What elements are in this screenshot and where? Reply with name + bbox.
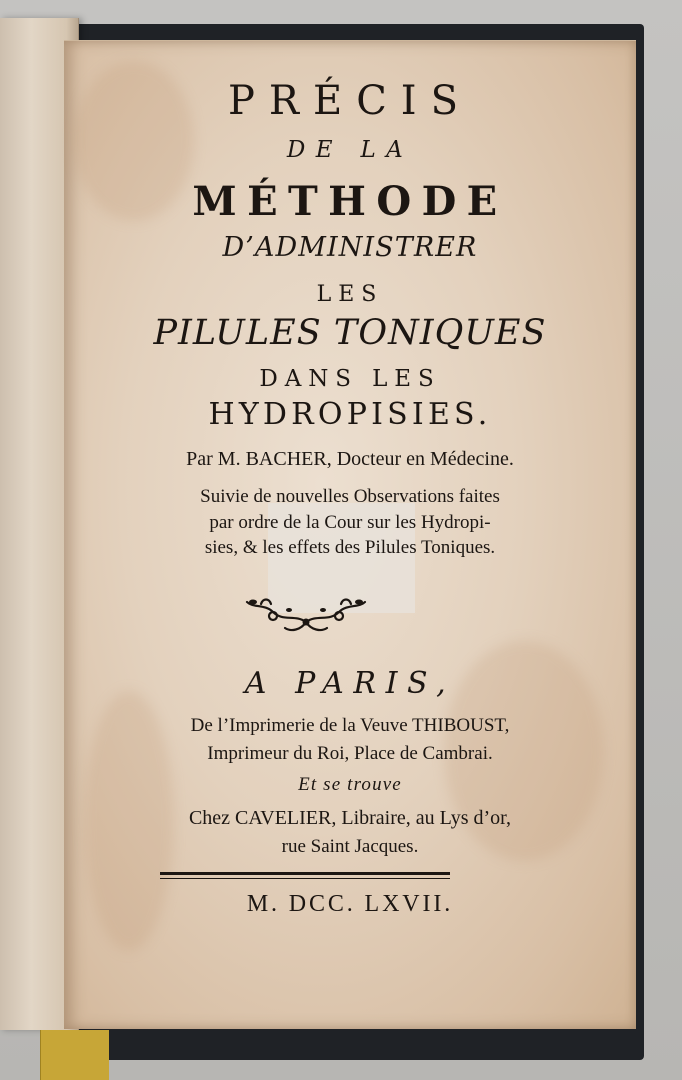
printer-line-1: De l’Imprimerie de la Veuve THIBOUST,: [190, 715, 510, 736]
title-line-de-la: DE LA: [286, 137, 414, 163]
title-line-precis: PRÉCIS: [227, 78, 473, 124]
bookmark-ribbon: [40, 1030, 109, 1080]
title-line-hydropisies: HYDROPISIES.: [208, 397, 492, 432]
subtitle-line-3: sies, & les effets des Pilules Toniques.: [204, 537, 496, 558]
printer-line-2: Imprimeur du Roi, Place de Cambrai.: [207, 743, 493, 764]
seller-intro: Et se trouve: [298, 774, 402, 795]
subtitle-line-1: Suivie de nouvelles Observations faites: [200, 486, 500, 507]
floral-ornament-icon: [243, 592, 369, 638]
double-rule-thick: [160, 872, 450, 875]
title-line-administrer: D’ADMINISTRER: [222, 232, 478, 263]
title-line-pilules-toniques: PILULES TONIQUES: [153, 313, 547, 353]
title-line-dans-les: DANS LES: [259, 366, 441, 392]
double-rule-thin: [160, 878, 450, 879]
seller-line-1: Chez CAVELIER, Libraire, au Lys d’or,: [188, 807, 512, 829]
subtitle-line-2: par ordre de la Cour sur les Hydropi-: [209, 512, 491, 533]
author-line: Par M. BACHER, Docteur en Médecine.: [186, 448, 514, 470]
title-line-les: LES: [316, 282, 384, 307]
seller-line-2: rue Saint Jacques.: [281, 836, 419, 857]
title-line-methode: MÉTHODE: [192, 178, 508, 225]
imprint-year: M. DCC. LXVII.: [246, 891, 454, 917]
place-line: A PARIS,: [244, 666, 456, 701]
